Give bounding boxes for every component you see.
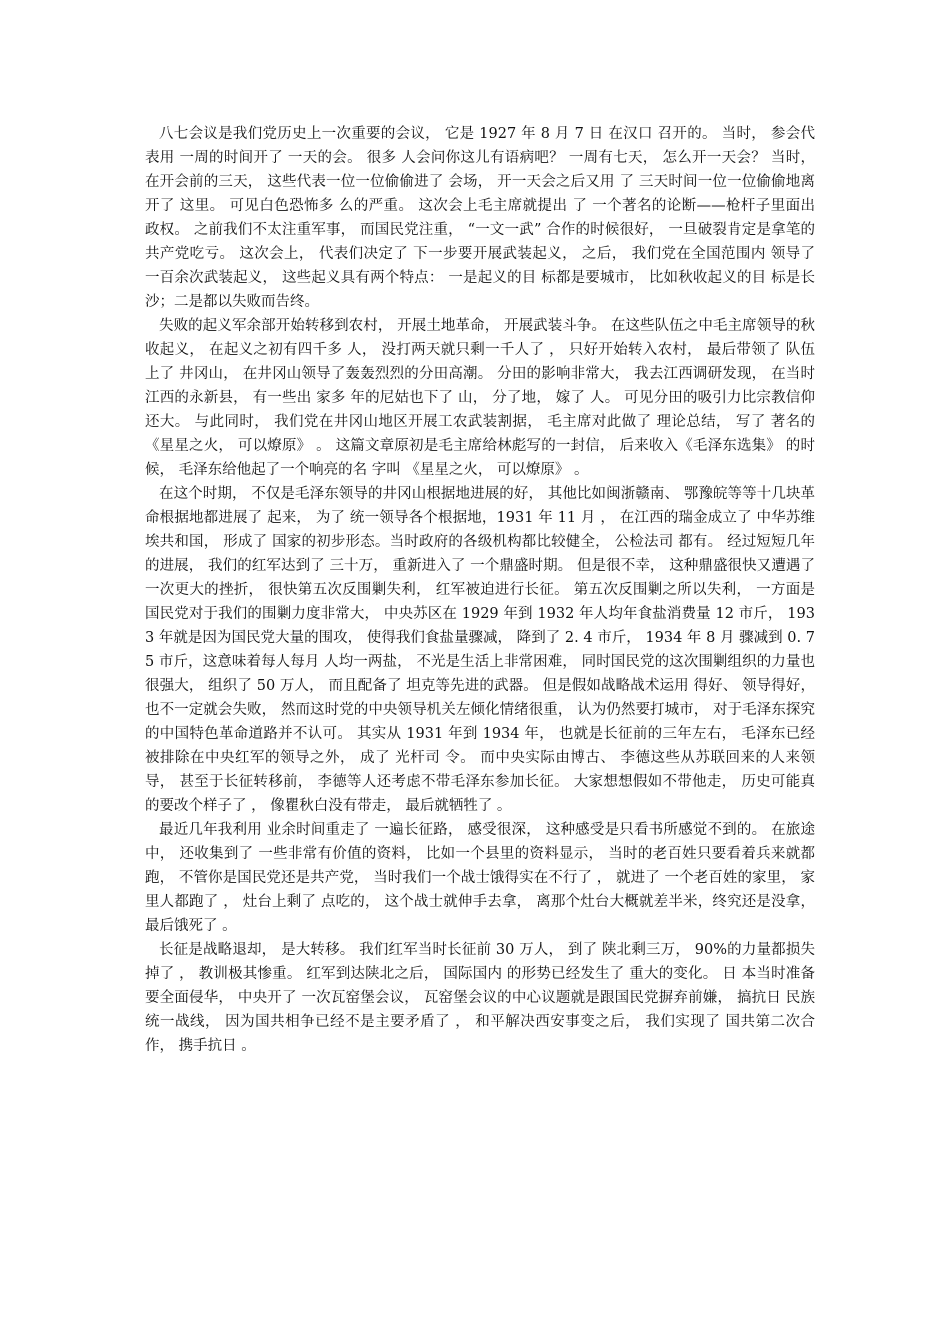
paragraph-5: 长征是战略退却， 是大转移。 我们红军当时长征前 30 万人， 到了 陕北剩三万， 90%的力量都损失掉了 ， 教训极其惨重。 红军到达陕北之后， 国际国内 的形势已经发生了 重大的变化。 日 本当时准备要全面侵华， 中央开了 一次瓦窑堡会议， 瓦窑堡会议的中心议题就是跟国民党摒弃前嫌， 搞抗日 民族统一战线， 因为国共相争已经不是主要矛盾了 ， 和平解决西安事变之后， 我们实现了 国共第二次合作， 携手抗日 。 <box>145 942 815 1054</box>
paragraph-1: 八七会议是我们党历史上一次重要的会议， 它是 1927 年 8 月 7 日 在汉口 召开的。 当时， 参会代表用 一周的时间开了 一天的会。 很多 人会问你这儿有语病吧？ 一周有七天， 怎么开一天会？ 当时， 在开会前的三天， 这些代表一位一位偷偷进了 会场， 开一天会之后又用 了 三天时间一位一位偷偷地离开了 这里。 可见白色恐怖多 么的严重。 这次会上毛主席就提出 了 一个著名的论断——枪杆子里面出 政权。 之前我们不太注重军事， 而国民党注重， “一文一武” 合作的时候很好， 一旦破裂肯定是拿笔的共产党吃亏。 这次会上， 代表们决定了 下一步要开展武装起义， 之后， 我们党在全国范围内 领导了 一百余次武装起义， 这些起义具有两个特点： 一是起义的目 标都是要城市， 比如秋收起义的目 标是长沙；二是都以失败而告终。 <box>145 126 815 310</box>
paragraph-2: 失败的起义军余部开始转移到农村， 开展土地革命， 开展武装斗争。 在这些队伍之中毛主席领导的秋收起义， 在起义之初有四千多 人， 没打两天就只剩一千人了 ， 只好开始转入农村， 最后带领了 队伍上了 井冈山， 在井冈山领导了轰轰烈烈的分田高潮。 分田的影响非常大， 我去江西调研发现， 在当时江西的永新县， 有一些出 家多 年的尼姑也下了 山， 分了地， 嫁了 人。 可见分田的吸引力比宗教信仰还大。 与此同时， 我们党在井冈山地区开展工农武装割据， 毛主席对此做了 理论总结， 写了 著名的《星星之火， 可以燎原》 。 这篇文章原初是毛主席给林彪写的一封信， 后来收入《毛泽东选集》 的时候， 毛泽东给他起了一个响亮的名 字叫 《星星之火， 可以燎原》 。 <box>145 318 815 478</box>
document-body <box>145 122 815 1058</box>
paragraph-4: 最近几年我利用 业余时间重走了 一遍长征路， 感受很深， 这种感受是只看书所感觉不到的。 在旅途中， 还收集到了 一些非常有价值的资料， 比如一个县里的资料显示， 当时的老百姓只要看着兵来就都跑， 不管你是国民党还是共产党， 当时我们一个战士饿得实在不行了 ， 就进了 一个老百姓的家里， 家里人都跑了 ， 灶台上剩了 点吃的， 这个战士就伸手去拿， 离那个灶台大概就差半米，终究还是没拿， 最后饿死了 。 <box>145 822 815 934</box>
paragraph-3: 在这个时期， 不仅是毛泽东领导的井冈山根据地进展的好， 其他比如闽浙赣南、 鄂豫皖等等十几块革命根据地都进展了 起来， 为了 统一领导各个根据地，1931 年 11 月 ， 在江西的瑞金成立了 中华苏维埃共和国， 形成了 国家的初步形态。当时政府的各级机构都比较健全， 公检法司 都有。 经过短短几年的进展， 我们的红军达到了 三十万， 重新进入了 一个鼎盛时期。 但是很不幸， 这种鼎盛很快又遭遇了 一次更大的挫折， 很快第五次反围剿失利， 红军被迫进行长征。 第五次反围剿之所以失利， 一方面是国民党对于我们的围剿力度非常大， 中央苏区在 1929 年到 1932 年人均年食盐消费量 12 市斤， 1933 年就是因为国民党大量的围攻， 使得我们食盐量骤减， 降到了 2. 4 市斤， 1934 年 8 月 骤减到 0. 75 市斤，这意味着每人每月 人均一两盐， 不光是生活上非常困难， 同时国民党的这次围剿组织的力量也很强大， 组织了 50 万人， 而且配备了 坦克等先进的武器。 但是假如战略战术运用 得好、 领导得好， 也不一定就会失败， 然而这时党的中央领导机关左倾化情绪很重， 认为仍然要打城市， 对于毛泽东探究的中国特色革命道路并不认可。 其实从 1931 年到 1934 年， 也就是长征前的三年左右， 毛泽东已经被排除在中央红军的领导之外， 成了 光杆司 令。 而中央实际由博古、 李德这些从苏联回来的人来领导， 甚至于长征转移前， 李德等人还考虑不带毛泽东参加长征。 大家想想假如不带他走， 历史可能真的要改个样子了 ， 像瞿秋白没有带走， 最后就牺牲了 。 <box>145 486 815 814</box>
